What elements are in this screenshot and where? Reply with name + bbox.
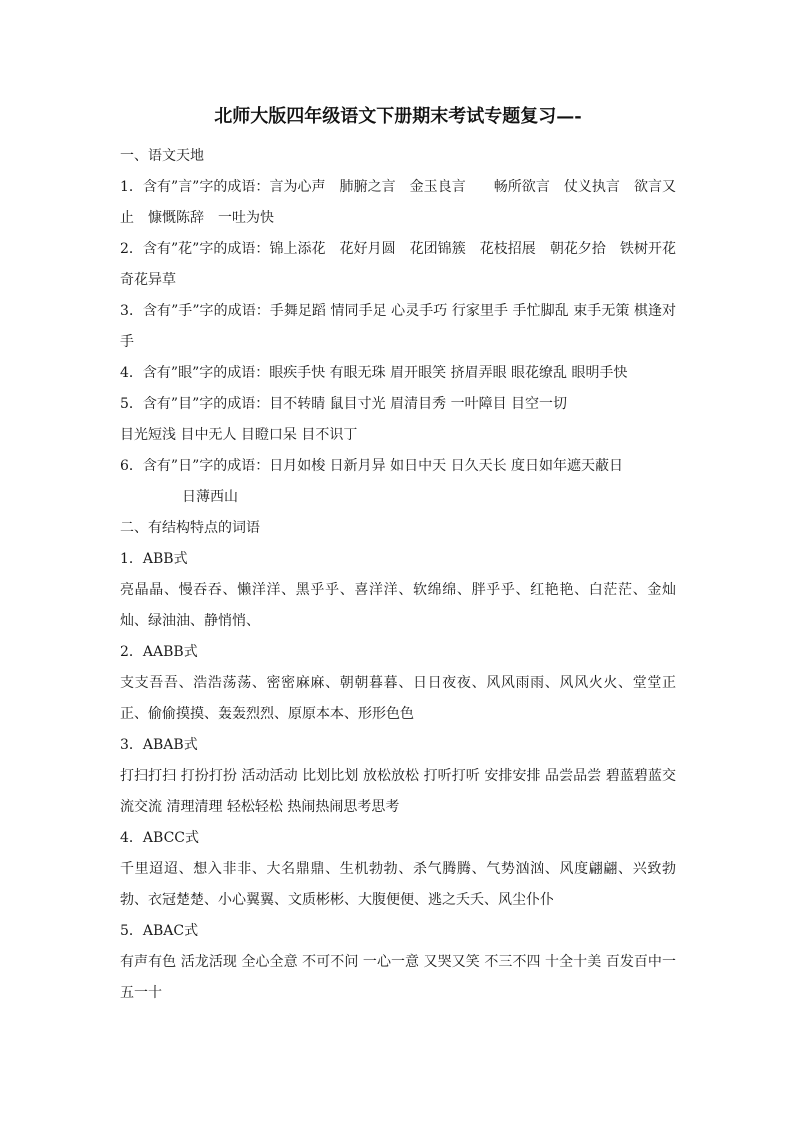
text-line: 4．ABCC式 [120,830,199,846]
text-line: 打扫打扫 打扮打扮 活动活动 比划比划 放松放松 打听打听 安排安排 品尝品尝 碧蓝碧蓝交流交流 清理清理 轻松轻松 热闹热闹思考思考 [120,768,676,815]
text-line: 4．含有”眼”字的成语：眼疾手快 有眼无珠 眉开眼笑 挤眉弄眼 眼花缭乱 眼明手快 [120,365,628,381]
text-line: 目光短浅 目中无人 目瞪口呆 目不识丁 [120,427,358,443]
text-line: 支支吾吾、浩浩荡荡、密密麻麻、朝朝暮暮、日日夜夜、风风雨雨、风风火火、堂堂正正、偷偷摸摸、轰轰烈烈、原原本本、形形色色 [120,675,676,722]
text-line: 5．含有”目”字的成语：目不转睛 鼠目寸光 眉清目秀 一叶障目 目空一切 [120,396,568,412]
text-line: 日薄西山 [182,489,238,505]
text-line: 1．ABB式 [120,551,188,567]
text-line: 3．ABAB式 [120,737,198,753]
text-line: 二、有结构特点的词语 [120,520,260,536]
text-line: 1．含有”言”字的成语：言为心声 肺腑之言 金玉良言 畅所欲言 仗义执言 欲言又止 慷慨陈辞 一吐为快 [120,179,676,226]
text-line: 2．AABB式 [120,644,198,660]
text-line: 5．ABAC式 [120,923,199,939]
text-line: 3．含有”手”字的成语：手舞足蹈 情同手足 心灵手巧 行家里手 手忙脚乱 束手无策 棋逢对手 [120,303,676,350]
document-title: 北师大版四年级语文下册期末考试专题复习—- [214,106,582,127]
text-line: 有声有色 活龙活现 全心全意 不可不问 一心一意 又哭又笑 不三不四 十全十美 百发百中一五一十 [120,954,676,1001]
text-line: 千里迢迢、想入非非、大名鼎鼎、生机勃勃、杀气腾腾、气势汹汹、风度翩翩、兴致勃勃、衣冠楚楚、小心翼翼、文质彬彬、大腹便便、逃之夭夭、风尘仆仆 [120,861,676,908]
text-line: 亮晶晶、慢吞吞、懒洋洋、黑乎乎、喜洋洋、软绵绵、胖乎乎、红艳艳、白茫茫、金灿灿、绿油油、静悄悄、 [120,582,676,629]
document-body [120,141,690,1009]
text-line: 2．含有”花”字的成语：锦上添花 花好月圆 花团锦簇 花枝招展 朝花夕拾 铁树开花 奇花异草 [120,241,690,288]
text-line: 6．含有”日”字的成语：日月如梭 日新月异 如日中天 日久天长 度日如年遮天蔽日 [120,458,624,474]
text-line: 一、语文天地 [120,148,204,164]
